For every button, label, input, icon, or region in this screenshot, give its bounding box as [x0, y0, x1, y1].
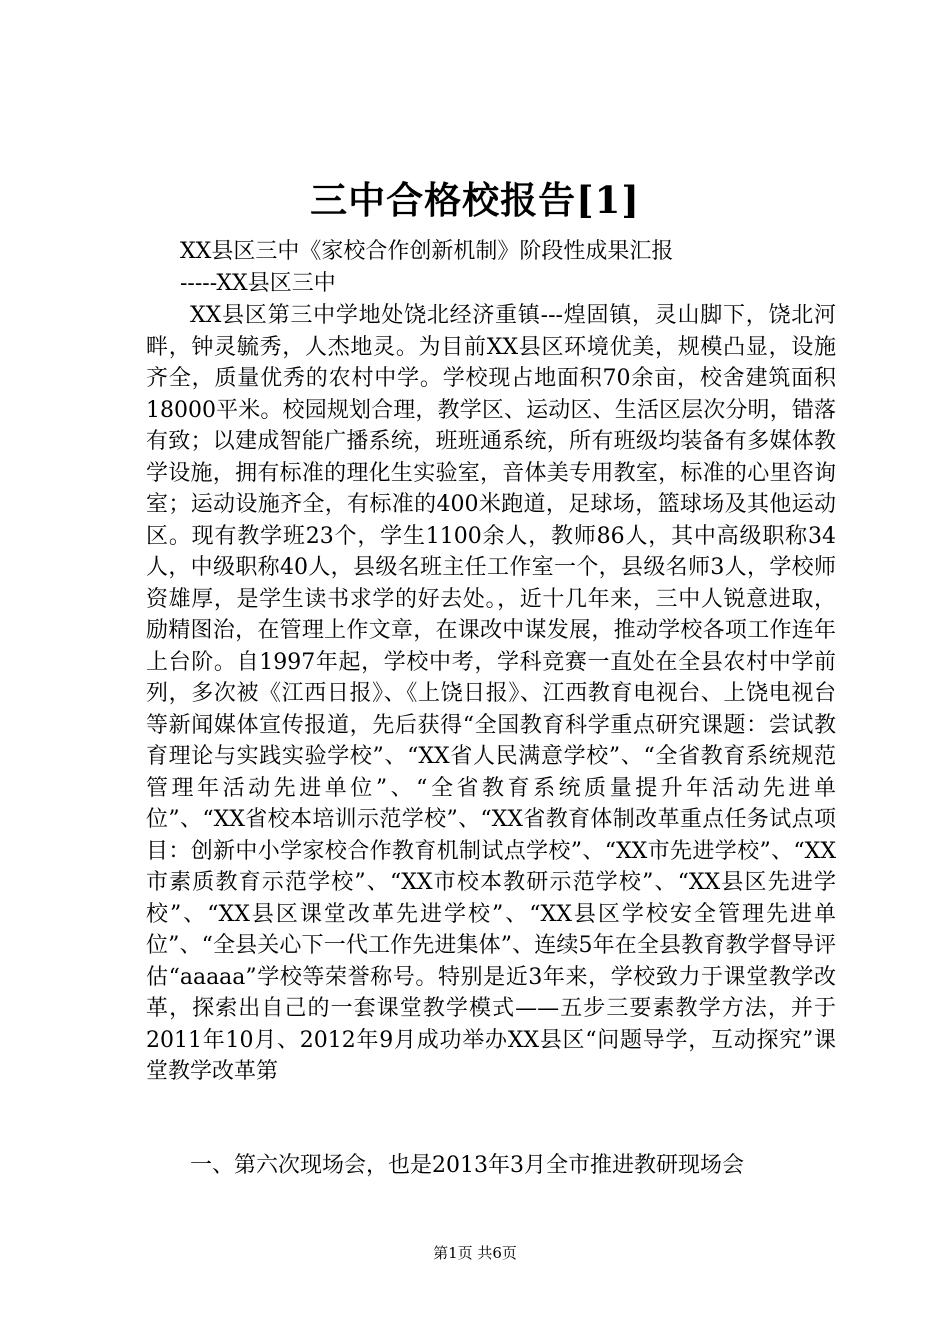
page-footer: 第1页 共6页 — [433, 1244, 517, 1262]
section-heading: 一、第六次现场会，也是2013年3月全市推进教研现场会 — [190, 1153, 744, 1178]
body-paragraph: XX县区第三中学地处饶北经济重镇---煌固镇，灵山脚下，饶北河畔，钟灵毓秀，人杰地灵。为目前XX县区环境优美，规模凸显，设施齐全，质量优秀的农村中学。学校现占地面积70余亩，校舍建筑面积18000平米。校园规划合理，教学区、运动区、生活区层次分明，错落有致；以建成智能广播系统，班班通系统，所有班级均装备有多媒体教学设施，拥有标准的理化生实验室，音体美专用教室，标准的心里咨询室；运动设施齐全，有标准的400米跑道，足球场，篮球场及其他运动区。现有教学班23个，学生1100余人，教师86人，其中高级职称34人，中级职称40人，县级名班主任工作室一个，县级名师3人，学校师资雄厚，是学生读书求学的好去处。，近十几年来，三中人锐意进取，励精图治，在管理上作文章，在课改中谋发展，推动学校各项工作连年上台阶。自1997年起，学校中考，学科竞赛一直处在全县农村中学前列，多次被《江西日报》、《上饶日报》、江西教育电视台、上饶电视台等新闻媒体宣传报道，先后获得“全国教育科学重点研究课题：尝试教育理论与实践实验学校”、“XX省人民满意学校”、“全省教育系统规范管理年活动先进单位”、“全省教育系统质量提升年活动先进单位”、“XX省校本培训示范学校”、“XX省教育体制改革重点任务试点项目：创新中小学家校合作教育机制试点学校”、“XX市先进学校”、“XX市素质教育示范学校”、“XX市校本教研示范学校”、“XX县区先进学校”、“XX县区课堂改革先进学校”、“XX县区学校安全管理先进单位”、“全县关心下一代工作先进集体”、连续5年在全县教育教学督导评估“aaaaa”学校等荣誉称号。特别是近3年来，学校致力于课堂教学改革，探索出自己的一套课堂教学模式——五步三要素教学方法，并于2011年10月、2012年9月成功举办XX县区“问题导学，互动探究”课堂教学改革第 — [146, 303, 836, 1084]
document-byline: -----XX县区三中 — [180, 271, 336, 296]
document-title: 三中合格校报告[1] — [310, 178, 640, 222]
document-subtitle: XX县区三中《家校合作创新机制》阶段性成果汇报 — [180, 239, 674, 264]
